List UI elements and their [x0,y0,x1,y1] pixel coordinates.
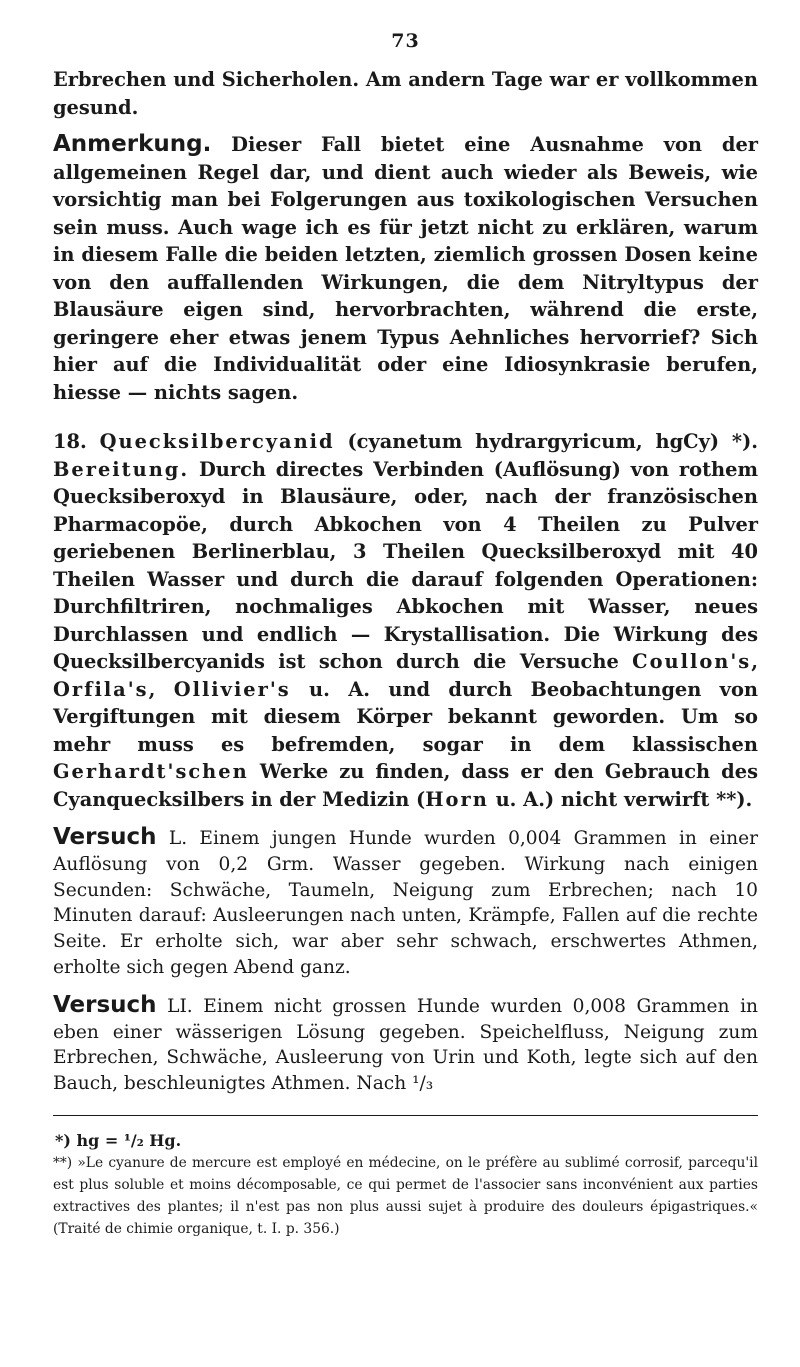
section-text-4: , [148,677,174,701]
section-text-6: Werke zu finden, dass er den Gebrauch des Cyanquecksilbers in der Medizin ( [53,760,758,811]
author-ollivier: Ollivier's [173,677,291,701]
page-number: 73 [391,30,420,52]
anmerkung-text: Dieser Fall bietet eine Ausnahme von der allgemeinen Regel dar, und dient auch wieder als Beweis, wie vorsichtig man bei Folgerungen aus toxikologischen Versuchen sein muss. Auch wage ich es für jetzt nicht zu erklären, warum in diesem Falle die beiden letzten, ziemlich grossen Dosen keine von den auffallenden Wirkungen, die dem Nitryltypus der Blausäure eigen sind, hervorbrachten, während die erste, geringere eher etwas jenem Typus Aehnliches hervorrief? Sich hier auf die Individualität oder eine Idiosynkrasie berufen, hiesse — nichts sagen. [53,133,758,404]
versuch-li-label: Versuch [53,991,157,1018]
document-page [53,30,758,1240]
author-coullon: Coullon's [632,650,752,673]
section-text-5: u. A. und durch Beobachtungen von Vergiftungen mit diesem Körper bekannt geworden. Um so mehr muss es befremden, sogar in dem klassischen [53,677,758,756]
footnotes [53,1130,758,1240]
versuch-li-text: LI. Einem nicht grossen Hunde wurden 0,008 Grammen in eben einer wässerigen Lösung gegeben. Speichelfluss, Neigung zum Erbrechen, Schwäche, Ausleerung von Urin und Koth, legte sich auf den Bauch, beschleunigtes Athmen. Nach ¹/₃ [53,995,758,1095]
author-horn: Horn [425,787,489,811]
author-gerhardt: Gerhardt'schen [53,760,249,783]
versuch-l-label: Versuch [53,824,157,850]
footnote-divider [53,1115,758,1116]
paragraph-versuch-l [53,825,758,981]
footnote-2: **) »Le cyanure de mercure est employé en médecine, on le préfère au sublimé corrosif, parcequ'il est plus soluble et moins décomposable, ce qui permet de l'associer sans inconvénient aux parties extractives des plantes; il n'est pas non plus aussi sujet à produire des douleurs épigastriques.« (Traité de chimie organique, t. I. p. 356.) [53,1154,758,1237]
versuch-l-text: L. Einem jungen Hunde wurden 0,004 Grammen in einer Auflösung von 0,2 Grm. Wasser gegeben. Wirkung nach einigen Secunden: Schwäche, Taumeln, Neigung zum Erbrechen; nach 10 Minuten darauf: Ausleerungen nach unten, Krämpfe, Fallen auf die rechte Seite. Er erholte sich, war aber sehr schwach, erschwertes Athmen, erholte sich gegen Abend ganz. [53,828,758,978]
section-text-3: , [751,650,758,673]
section-text-2: Durch directes Verbinden (Auflösung) von rothem Quecksiberoxyd in Blausäure, oder, nach der französischen Pharmacopöe, durch Abkochen von 4 Theilen zu Pulver geriebenen Berlinerblau, 3 Theilen Quecksilberoxyd mit 40 Theilen Wasser und durch die darauf folgenden Operationen: Durchfiltriren, nochmaliges Abkochen mit Wasser, neues Durchlassen und endlich — Krystallisation. Die Wirkung des Quecksilbercyanids ist schon durch die Versuche [53,457,758,673]
paragraph-intro: Erbrechen und Sicherholen. Am andern Tage war er vollkommen gesund. [53,68,758,119]
anmerkung-label: Anmerkung. [53,131,212,157]
footnote-1: *) hg = ¹/₂ Hg. [55,1130,182,1150]
section-number: 18. [53,430,100,453]
bereitung-label: Bereitung. [53,457,190,481]
section-text-7: u. A.) nicht verwirft **). [488,787,753,811]
paragraph-versuch-li [53,993,758,1097]
paragraph-section-18 [53,428,758,813]
paragraph-anmerkung [53,131,758,406]
section-title: Quecksilbercyanid [99,430,335,453]
section-text-1: (cyanetum hydrargyricum, hgCy) *). [334,430,758,453]
author-orfila: Orfila's [53,677,149,701]
